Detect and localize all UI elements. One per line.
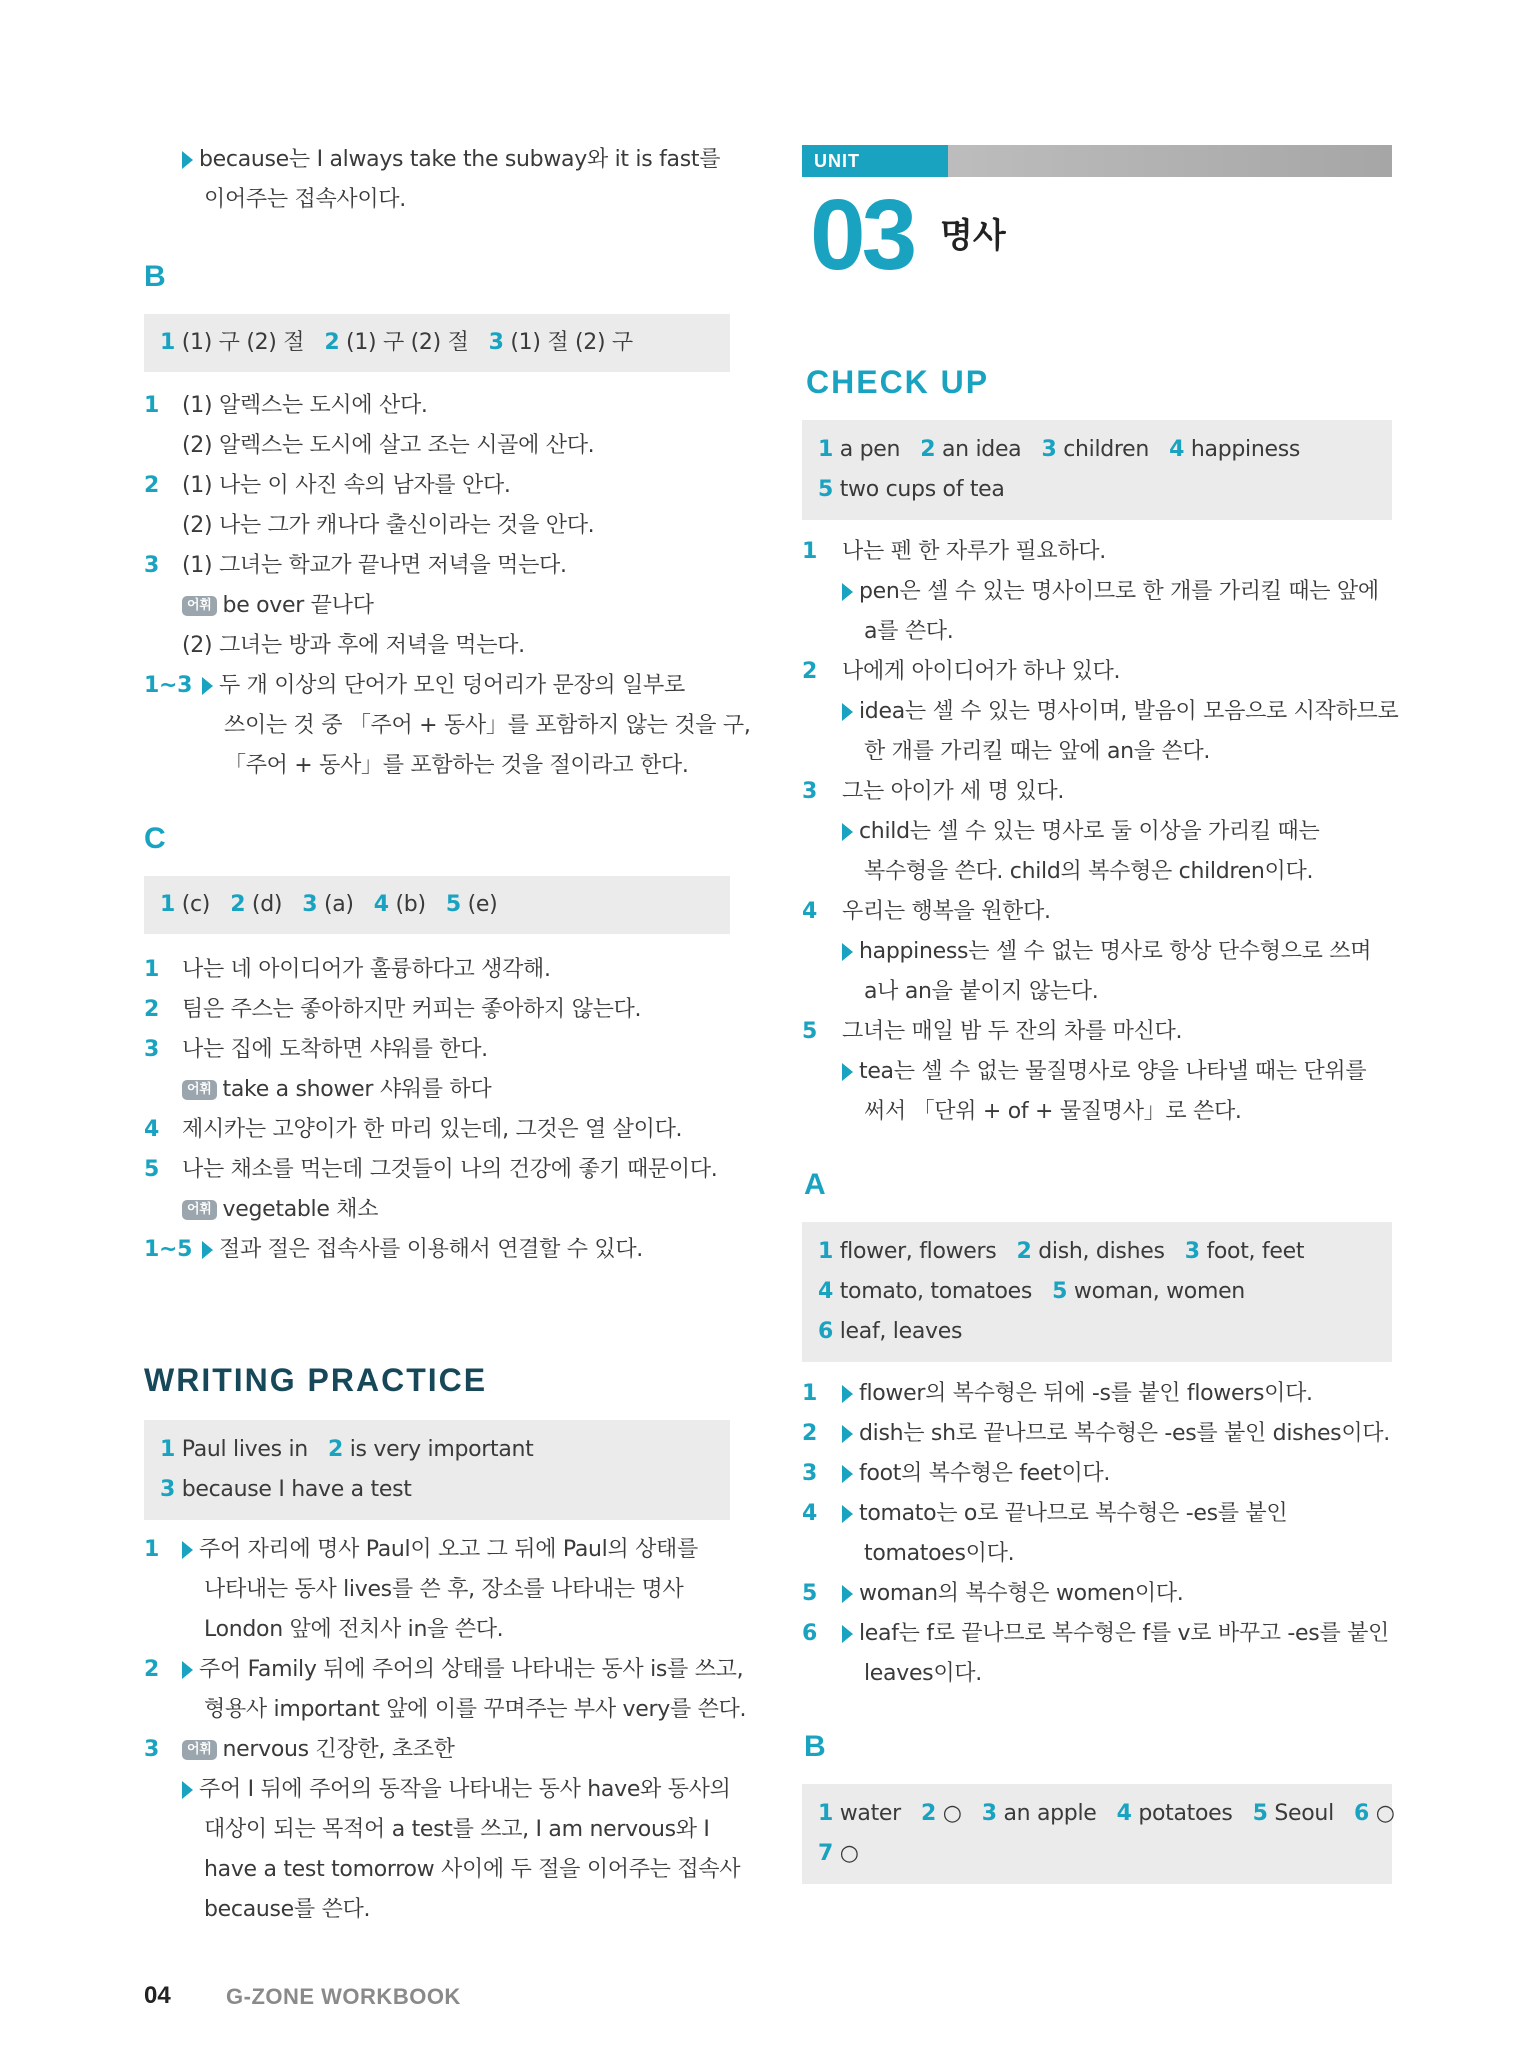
- cu-explain: happiness는 셀 수 없는 명사로 항상 단수형으로 쓰며: [842, 932, 1371, 972]
- section-b-answer-box: [144, 314, 730, 372]
- vocab-badge: 어휘: [182, 596, 217, 616]
- section-c-heading: C: [144, 822, 166, 855]
- c-line: 나는 네 아이디어가 훌륭하다고 생각해.: [182, 957, 551, 982]
- cu-explain: tea는 셀 수 없는 물질명사로 양을 나타낼 때는 단위를: [842, 1052, 1366, 1092]
- a-num-2: 2: [802, 1421, 818, 1446]
- a-explain: dish는 sh로 끝나므로 복수형은 -es를 붙인 dishes이다.: [842, 1414, 1390, 1454]
- unit-label: UNIT: [802, 145, 948, 177]
- b2-answer-line-2: 7 ○: [818, 1841, 859, 1866]
- b-num-1: 1: [144, 393, 160, 418]
- b2-answer-line-1: 1 water 2 ○ 3 an apple 4 potatoes 5 Seoul 6 ○: [818, 1801, 1395, 1826]
- cu-line: 우리는 행복을 원한다.: [842, 899, 1051, 924]
- b-range: 1~3: [144, 673, 193, 698]
- section-b-heading: B: [144, 260, 166, 293]
- c-num-5: 5: [144, 1157, 160, 1182]
- arrow-icon: [202, 1241, 213, 1259]
- arrow-icon: [842, 1063, 853, 1081]
- wp-explain: 나타내는 동사 lives를 쓴 후, 장소를 나타내는 명사: [204, 1577, 684, 1602]
- wp-explain: 대상이 되는 목적어 a test를 쓰고, I am nervous와 I: [204, 1817, 710, 1842]
- vocab-badge: 어휘: [182, 1200, 217, 1220]
- a-answer-line-1: 1 flower, flowers 2 dish, dishes 3 foot, feet: [818, 1239, 1305, 1264]
- a-answer-line-2: 4 tomato, tomatoes 5 woman, women: [818, 1279, 1245, 1304]
- cu-explain: 복수형을 쓴다. child의 복수형은 children이다.: [864, 859, 1314, 884]
- wp-answer-line-2: 3 because I have a test: [160, 1477, 412, 1502]
- wp-explain: 주어 I 뒤에 주어의 동작을 나타내는 동사 have와 동사의: [182, 1770, 731, 1810]
- c-range: 1~5: [144, 1237, 193, 1262]
- arrow-icon: [842, 703, 853, 721]
- c-line: 나는 집에 도착하면 샤워를 한다.: [182, 1037, 488, 1062]
- arrow-icon: [842, 1625, 853, 1643]
- b-line: (1) 나는 이 사진 속의 남자를 안다.: [182, 473, 511, 498]
- cu-num-3: 3: [802, 779, 818, 804]
- b-line: (1) 그녀는 학교가 끝나면 저녁을 먹는다.: [182, 553, 567, 578]
- arrow-icon: [842, 1505, 853, 1523]
- cu-answer-line-2: 5 two cups of tea: [818, 477, 1005, 502]
- cu-num-2: 2: [802, 659, 818, 684]
- wp-num-1: 1: [144, 1537, 160, 1562]
- c-num-4: 4: [144, 1117, 160, 1142]
- a-explain: woman의 복수형은 women이다.: [842, 1574, 1183, 1614]
- vocab-badge: 어휘: [182, 1740, 217, 1760]
- arrow-icon: [842, 823, 853, 841]
- arrow-icon: [182, 1781, 193, 1799]
- cu-answer-line-1: 1 a pen 2 an idea 3 children 4 happiness: [818, 437, 1301, 462]
- c-explain: 절과 절은 접속사를 이용해서 연결할 수 있다.: [202, 1230, 643, 1270]
- check-up-answer-box: [802, 420, 1392, 520]
- cu-num-1: 1: [802, 539, 818, 564]
- wp-vocab-line: 어휘 nervous 긴장한, 초조한: [182, 1730, 455, 1770]
- unit-title: 명사: [940, 216, 1006, 256]
- vocab-badge: 어휘: [182, 1080, 217, 1100]
- cu-explain: 써서 「단위 + of + 물질명사」로 쓴다.: [864, 1099, 1242, 1124]
- c-num-1: 1: [144, 957, 160, 982]
- b-explain: 쓰이는 것 중 「주어 + 동사」를 포함하지 않는 것을 구,: [224, 713, 751, 738]
- section-a-heading: A: [804, 1168, 826, 1201]
- unit-banner: [802, 145, 1392, 177]
- unit-number: 03: [810, 179, 914, 291]
- b-explain: 두 개 이상의 단어가 모인 덩어리가 문장의 일부로: [202, 666, 685, 706]
- a-explain: tomato는 o로 끝나므로 복수형은 -es를 붙인: [842, 1494, 1287, 1534]
- cu-line: 그는 아이가 세 명 있다.: [842, 779, 1065, 804]
- writing-practice-answer-box: [144, 1420, 730, 1520]
- arrow-icon: [182, 1661, 193, 1679]
- a-explain: tomatoes이다.: [864, 1541, 1015, 1566]
- a-explain: foot의 복수형은 feet이다.: [842, 1454, 1110, 1494]
- cu-num-5: 5: [802, 1019, 818, 1044]
- arrow-icon: [842, 583, 853, 601]
- section-b2-answer-box: [802, 1784, 1395, 1884]
- b-explain: 「주어 + 동사」를 포함하는 것을 절이라고 한다.: [224, 753, 689, 778]
- arrow-icon: [842, 1385, 853, 1403]
- c-vocab-line: 어휘 vegetable 채소: [182, 1190, 378, 1230]
- b-line: (2) 나는 그가 캐나다 출신이라는 것을 안다.: [182, 513, 595, 538]
- b-line: (1) 알렉스는 도시에 산다.: [182, 393, 428, 418]
- cu-line: 나에게 아이디어가 하나 있다.: [842, 659, 1121, 684]
- wp-explain: have a test tomorrow 사이에 두 절을 이어주는 접속사: [204, 1857, 741, 1882]
- c-num-2: 2: [144, 997, 160, 1022]
- cu-explain: 한 개를 가리킬 때는 앞에 an을 쓴다.: [864, 739, 1211, 764]
- cu-explain: a나 an을 붙이지 않는다.: [864, 979, 1099, 1004]
- a-num-6: 6: [802, 1621, 818, 1646]
- page-number: 04: [144, 1982, 171, 2009]
- arrow-icon: [842, 1425, 853, 1443]
- wp-answer-line-1: 1 Paul lives in 2 is very important: [160, 1437, 534, 1462]
- a-num-4: 4: [802, 1501, 818, 1526]
- section-c-answers: 1 (c) 2 (d) 3 (a) 4 (b) 5 (e): [160, 892, 498, 917]
- b-num-3: 3: [144, 553, 160, 578]
- section-b2-heading: B: [804, 1730, 826, 1763]
- cu-explain: a를 쓴다.: [864, 619, 954, 644]
- a-explain: flower의 복수형은 뒤에 -s를 붙인 flowers이다.: [842, 1374, 1313, 1414]
- section-b-answers: 1 (1) 구 (2) 절 2 (1) 구 (2) 절 3 (1) 절 (2) 구: [160, 330, 633, 355]
- arrow-icon: [182, 1541, 193, 1559]
- wp-explain: because를 쓴다.: [204, 1897, 371, 1922]
- arrow-icon: [842, 1585, 853, 1603]
- b-line: (2) 알렉스는 도시에 살고 조는 시골에 산다.: [182, 433, 595, 458]
- a-answer-line-3: 6 leaf, leaves: [818, 1319, 963, 1344]
- wp-explain: 주어 Family 뒤에 주어의 상태를 나타내는 동사 is를 쓰고,: [182, 1650, 743, 1690]
- wp-num-2: 2: [144, 1657, 160, 1682]
- wp-explain: 주어 자리에 명사 Paul이 오고 그 뒤에 Paul의 상태를: [182, 1530, 698, 1570]
- a-num-5: 5: [802, 1581, 818, 1606]
- wp-explain: London 앞에 전치사 in을 쓴다.: [204, 1617, 504, 1642]
- b-num-2: 2: [144, 473, 160, 498]
- arrow-icon: [842, 943, 853, 961]
- a-explain: leaves이다.: [864, 1661, 982, 1686]
- section-c-answer-box: [144, 876, 730, 934]
- c-num-3: 3: [144, 1037, 160, 1062]
- a-num-3: 3: [802, 1461, 818, 1486]
- c-line: 팀은 주스는 좋아하지만 커피는 좋아하지 않는다.: [182, 997, 642, 1022]
- a-num-1: 1: [802, 1381, 818, 1406]
- c-line: 제시카는 고양이가 한 마리 있는데, 그것은 열 살이다.: [182, 1117, 683, 1142]
- cu-explain: child는 셀 수 있는 명사로 둘 이상을 가리킬 때는: [842, 812, 1319, 852]
- wp-num-3: 3: [144, 1737, 160, 1762]
- book-title: G-ZONE WORKBOOK: [226, 1984, 461, 2009]
- arrow-icon: [202, 677, 213, 695]
- cu-explain: pen은 셀 수 있는 명사이므로 한 개를 가리킬 때는 앞에: [842, 572, 1379, 612]
- c-vocab-line: 어휘 take a shower 샤워를 하다: [182, 1070, 491, 1110]
- check-up-heading: CHECK UP: [806, 364, 990, 400]
- b-vocab-line: 어휘 be over 끝나다: [182, 586, 374, 626]
- arrow-icon: [182, 151, 193, 169]
- cu-line: 나는 펜 한 자루가 필요하다.: [842, 539, 1106, 564]
- cu-num-4: 4: [802, 899, 818, 924]
- intro-line-1: because는 I always take the subway와 it is fast를: [182, 140, 720, 180]
- a-explain: leaf는 f로 끝나므로 복수형은 f를 v로 바꾸고 -es를 붙인: [842, 1614, 1389, 1654]
- cu-line: 그녀는 매일 밤 두 잔의 차를 마신다.: [842, 1019, 1183, 1044]
- wp-explain: 형용사 important 앞에 이를 꾸며주는 부사 very를 쓴다.: [204, 1697, 747, 1722]
- writing-practice-heading: WRITING PRACTICE: [144, 1362, 488, 1398]
- arrow-icon: [842, 1465, 853, 1483]
- section-a-answer-box: [802, 1222, 1392, 1362]
- intro-line-2: 이어주는 접속사이다.: [204, 187, 406, 212]
- c-line: 나는 채소를 먹는데 그것들이 나의 건강에 좋기 때문이다.: [182, 1157, 718, 1182]
- cu-explain: idea는 셀 수 있는 명사이며, 발음이 모음으로 시작하므로: [842, 692, 1398, 732]
- b-line: (2) 그녀는 방과 후에 저녁을 먹는다.: [182, 633, 525, 658]
